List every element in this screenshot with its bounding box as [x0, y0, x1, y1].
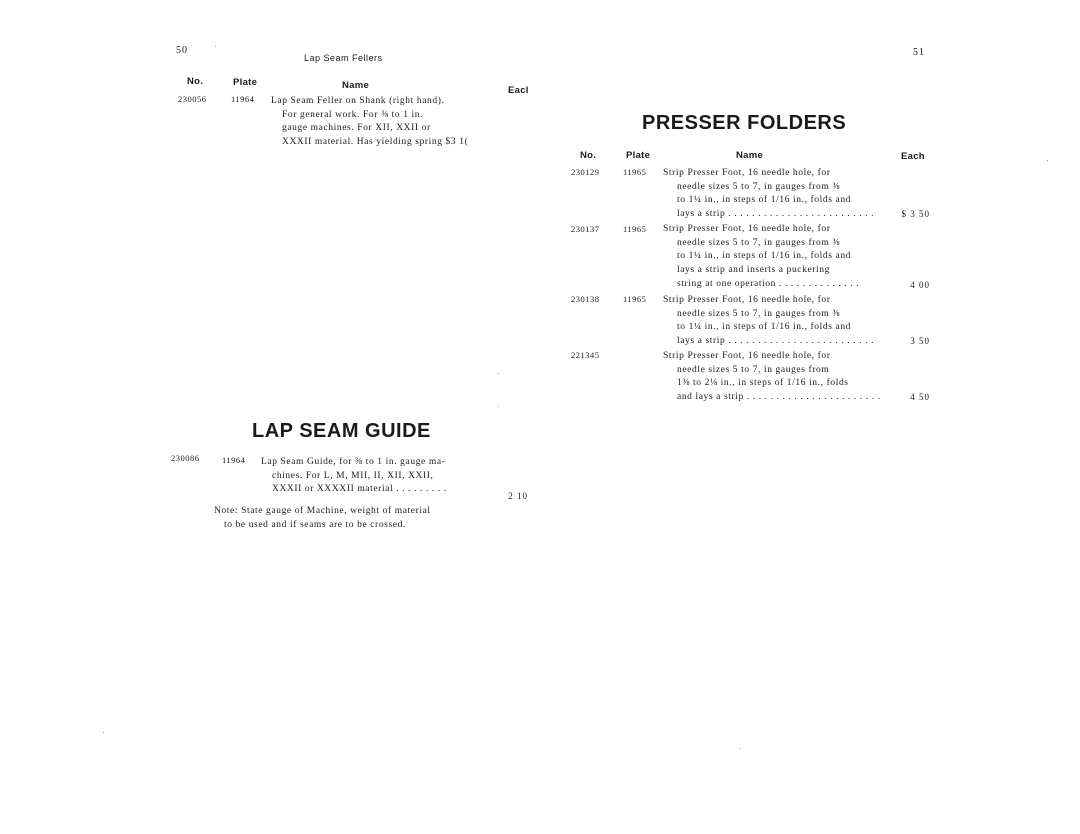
print-speck — [498, 373, 499, 374]
presser-entry-number: 230138 — [571, 294, 600, 304]
presser-line: lays a strip . . . . . . . . . . . . . . . . . . . . . . . . . — [677, 336, 875, 347]
presser-line: string at one operation . . . . . . . . . . . . . . — [677, 278, 860, 289]
presser-entry-number: 230129 — [571, 167, 600, 177]
presser-entry-price: $ 3 50 — [901, 209, 930, 219]
presser-line: needle sizes 5 to 7, in gauges from ⅜ — [677, 237, 841, 248]
presser-line: Strip Presser Foot, 16 needle hole, for — [663, 224, 831, 234]
note-line: Note: State gauge of Machine, weight of material — [214, 506, 431, 516]
feller-line: gauge machines. For XII, XXII or — [282, 123, 431, 134]
guide-plate: 11964 — [222, 455, 246, 465]
presser-entry-number: 230137 — [571, 224, 600, 234]
note-line: to be used and if seams are to be crossed. — [224, 519, 406, 530]
guide-line: XXXII or XXXXII material . . . . . . . . . — [272, 484, 447, 495]
presser-line: to 1¼ in., in steps of 1/16 in., folds and — [677, 251, 852, 262]
left-col-each: Eacl — [508, 85, 529, 96]
guide-number: 230086 — [171, 453, 200, 463]
presser-entry-price: 3 50 — [910, 336, 930, 346]
presser-entry-plate: 11965 — [623, 167, 647, 177]
presser-line: to 1¼ in., in steps of 1/16 in., folds and — [677, 195, 852, 206]
presser-entry-description — [663, 167, 874, 222]
presser-entry-price: 4 00 — [910, 280, 930, 290]
presser-entry-description — [663, 223, 859, 292]
left-col-no: No. — [187, 76, 204, 87]
presser-folders-heading: PRESSER FOLDERS — [642, 112, 847, 134]
left-page-number: 50 — [176, 45, 188, 56]
feller-line: Lap Seam Feller on Shank (right hand). — [271, 96, 445, 106]
right-col-plate: Plate — [626, 150, 651, 161]
presser-line: needle sizes 5 to 7, in gauges from ⅜ — [677, 181, 841, 192]
print-speck — [498, 406, 499, 407]
presser-entry-price: 4 50 — [910, 392, 930, 402]
presser-line: needle sizes 5 to 7, in gauges from — [677, 364, 830, 375]
presser-line: to 1¼ in., in steps of 1/16 in., folds and — [677, 322, 852, 333]
right-col-name: Name — [736, 150, 764, 161]
presser-line: 1⅜ to 2⅛ in., in steps of 1/16 in., folds — [677, 378, 849, 389]
print-speck — [103, 732, 104, 733]
print-speck — [740, 748, 741, 749]
left-running-head: Lap Seam Fellers — [304, 53, 383, 63]
print-speck — [1047, 160, 1048, 161]
presser-line: and lays a strip . . . . . . . . . . . . . . . . . . . . . . . — [677, 392, 881, 403]
right-col-each: Each — [901, 151, 925, 162]
presser-line: lays a strip and inserts a puckering — [677, 265, 830, 276]
right-page-number: 51 — [913, 47, 925, 58]
presser-entry-description — [663, 350, 881, 405]
presser-entry-plate: 11965 — [623, 224, 647, 234]
guide-description — [261, 456, 447, 497]
presser-entry-number: 221345 — [571, 350, 600, 360]
presser-line: needle sizes 5 to 7, in gauges from ⅜ — [677, 308, 841, 319]
presser-line: lays a strip . . . . . . . . . . . . . . . . . . . . . . . . . — [677, 209, 875, 220]
presser-line: Strip Presser Foot, 16 needle hole, for — [663, 351, 831, 361]
feller-description — [271, 95, 468, 150]
feller-line: XXXII material. Has yielding spring $3 1( — [282, 137, 469, 148]
guide-note — [214, 505, 431, 532]
presser-entry-description — [663, 294, 874, 349]
presser-entry-plate: 11965 — [623, 294, 647, 304]
guide-line: chines. For L, M, MII, II, XII, XXII, — [272, 470, 434, 481]
feller-number: 230056 — [178, 94, 207, 104]
feller-line: For general work. For ⅜ to 1 in. — [282, 109, 424, 120]
presser-line: Strip Presser Foot, 16 needle hole, for — [663, 295, 831, 305]
left-col-plate: Plate — [233, 77, 258, 88]
right-col-no: No. — [580, 150, 597, 161]
print-speck — [215, 46, 216, 47]
guide-line: Lap Seam Guide, for ⅜ to 1 in. gauge ma- — [261, 457, 446, 467]
presser-line: Strip Presser Foot, 16 needle hole, for — [663, 168, 831, 178]
guide-price: 2 10 — [508, 491, 528, 501]
feller-plate: 11964 — [231, 94, 255, 104]
lap-seam-guide-heading: LAP SEAM GUIDE — [252, 420, 431, 442]
left-col-name: Name — [342, 80, 370, 91]
